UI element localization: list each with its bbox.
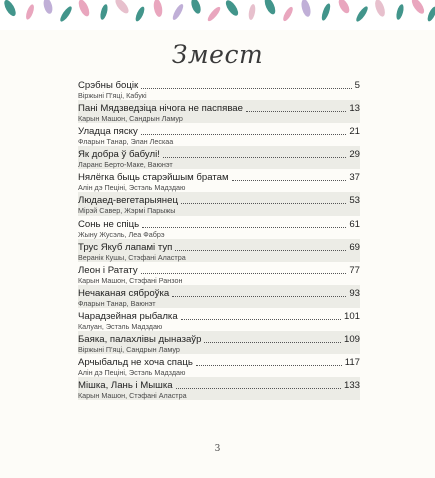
story-authors: Калуан, Эстэль Мадздаю: [78, 321, 163, 331]
dot-leader: [141, 273, 347, 274]
story-title: Сонь не спіць: [78, 218, 140, 230]
dot-leader: [141, 134, 347, 135]
page-ref: 117: [344, 357, 360, 369]
story-authors: Ларанс Берто-Маке, Ваюнэт: [78, 160, 173, 170]
story-title: Пані Мядзведзіца нічога не паспявае: [78, 103, 243, 115]
toc-entry: [78, 123, 360, 146]
page-number: 3: [214, 444, 221, 454]
toc-entry-row: [78, 354, 360, 368]
page-ref: 29: [349, 149, 360, 161]
story-title: Як добра ў бабулі!: [78, 149, 160, 161]
story-title: Людаед-вегетарыянец: [78, 195, 178, 207]
toc-entry: [78, 239, 360, 262]
toc-entry-row: [78, 285, 360, 299]
story-title: Срэбны боцік: [78, 80, 139, 91]
dot-leader: [163, 157, 346, 158]
dot-leader: [246, 111, 346, 112]
toc-entry-row: [78, 192, 360, 206]
dot-leader: [142, 227, 346, 228]
toc-entry-row: [78, 123, 360, 137]
toc-entry: [78, 146, 360, 169]
floral-header-illustration: [0, 0, 435, 30]
page-ref: 37: [349, 172, 360, 184]
dot-leader: [141, 88, 351, 89]
page-ref: 5: [354, 80, 360, 91]
toc-entry: [78, 169, 360, 192]
page-ref: 101: [343, 310, 360, 322]
story-authors: Жыну Жусэль, Леа Фабрэ: [78, 229, 165, 239]
toc-entry: [78, 100, 360, 123]
page-ref: 93: [349, 287, 360, 299]
page-ref: 13: [349, 103, 360, 115]
story-authors: Віржыні П'яці, Сандрын Ламур: [78, 345, 180, 355]
toc-entry: [78, 377, 360, 400]
toc-entry-row: [78, 262, 360, 276]
story-authors: Віржыні П'яці, Кабукі: [78, 91, 147, 100]
toc-entry: [78, 331, 360, 354]
toc-entry-row: [78, 100, 360, 114]
dot-leader: [204, 342, 341, 343]
toc-entry-row: [78, 239, 360, 253]
story-authors: Алін дэ Пеціні, Эстэль Мадздаю: [78, 183, 186, 193]
story-title: Трус Якуб лапамі туп: [78, 241, 173, 253]
page-title: Змест: [171, 40, 264, 69]
table-of-contents: [78, 77, 360, 400]
story-authors: Алін дэ Пеціні, Эстэль Мадздаю: [78, 368, 186, 378]
story-title: Леон і Ратату: [78, 264, 138, 276]
story-authors: Карын Машон, Стэфані Ранзон: [78, 275, 183, 285]
dot-leader: [181, 203, 346, 204]
dot-leader: [175, 250, 346, 251]
story-authors: Фларын Танар, Элан Лескаа: [78, 137, 174, 147]
page-ref: 133: [343, 380, 360, 392]
toc-entry-row: [78, 169, 360, 183]
dot-leader: [176, 388, 341, 389]
toc-entry: [78, 77, 360, 100]
story-authors: Карын Машон, Сандрын Ламур: [78, 114, 183, 124]
dot-leader: [181, 319, 341, 320]
story-title: Арчыбальд не хоча спаць: [78, 357, 193, 369]
toc-entry-row: [78, 77, 360, 91]
toc-entry: [78, 354, 360, 377]
page-ref: 77: [349, 264, 360, 276]
toc-entry: [78, 192, 360, 215]
story-authors: Фларын Танар, Ваюнэт: [78, 298, 156, 308]
story-title: Нялёгка быць старэйшым братам: [78, 172, 229, 184]
toc-entry: [78, 285, 360, 308]
story-title: Уладца пяску: [78, 126, 138, 138]
story-title: Нечаканая сяброўка: [78, 287, 170, 299]
page-ref: 53: [349, 195, 360, 207]
toc-entry-row: [78, 308, 360, 322]
page-ref: 61: [349, 218, 360, 230]
page-ref: 21: [349, 126, 360, 138]
toc-entry: [78, 308, 360, 331]
dot-leader: [232, 180, 347, 181]
dot-leader: [196, 365, 342, 366]
toc-entry-row: [78, 331, 360, 345]
story-authors: Веранік Кушы, Стэфані Аластра: [78, 252, 186, 262]
page-ref: 69: [349, 241, 360, 253]
story-authors: Мірэй Савер, Жэрмі Парыжы: [78, 206, 176, 216]
story-authors: Карын Машон, Стэфані Аластра: [78, 391, 187, 401]
toc-entry-row: [78, 216, 360, 230]
story-title: Баяка, палахлівы дыназаўр: [78, 334, 202, 346]
story-title: Мішка, Лань і Мышка: [78, 380, 173, 392]
dot-leader: [172, 296, 346, 297]
toc-entry-row: [78, 146, 360, 160]
story-title: Чарадзейная рыбалка: [78, 310, 178, 322]
page-ref: 109: [343, 334, 360, 346]
toc-entry: [78, 262, 360, 285]
toc-entry-row: [78, 377, 360, 391]
toc-entry: [78, 216, 360, 239]
